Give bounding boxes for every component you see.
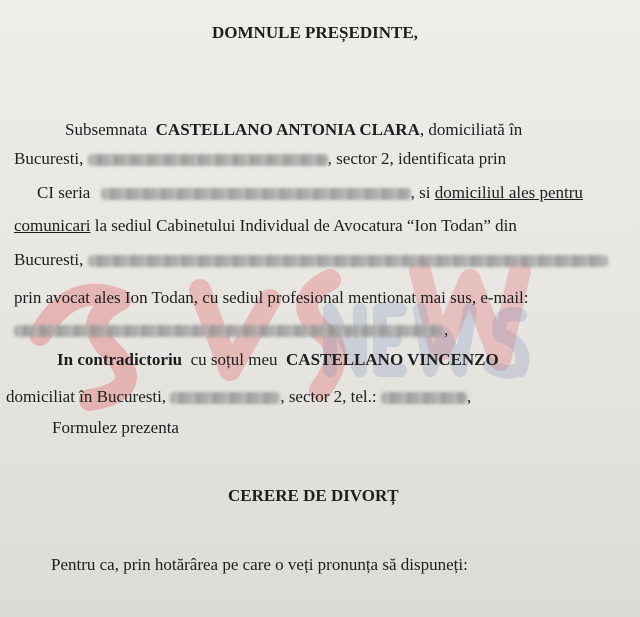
p1-domiciliul-ales: domiciliul ales pentru: [434, 183, 583, 202]
petitioner-name: CASTELLANO ANTONIA CLARA: [155, 120, 420, 139]
p1-city-2: Bucuresti,: [14, 250, 84, 269]
p2-cu-sotul: cu soțul meu: [190, 350, 278, 369]
p1-line-7: [14, 320, 638, 340]
p1-comma: ,: [444, 320, 449, 339]
p1-line-1: [65, 120, 637, 140]
p4-line: Pentru ca, prin hotărârea pe care o veți pronunța să dispuneți:: [51, 555, 468, 574]
formulez-line: Formulez prezenta: [52, 418, 179, 437]
document-title: CERERE DE DIVORȚ: [228, 486, 399, 505]
p1-line-3: [37, 183, 637, 203]
p1-city-1: Bucuresti,: [14, 149, 84, 168]
p1-subsemnata: Subsemnata: [65, 120, 148, 139]
redacted-respondent-address: [170, 392, 280, 404]
p1-avocat: prin avocat ales Ion Todan, cu sediul profesional mentionat mai sus, e-mail:: [14, 288, 529, 307]
salutation-heading: DOMNULE PREȘEDINTE,: [212, 23, 418, 42]
respondent-name: CASTELLANO VINCENZO: [286, 350, 499, 369]
redacted-id: [101, 188, 411, 200]
p1-line-4: [14, 216, 638, 236]
p2-comma: ,: [466, 387, 472, 406]
p2-contradictoriu: In contradictoriu: [57, 350, 183, 369]
p1-comunicari: comunicari: [14, 216, 91, 235]
p1-line-6: [14, 288, 638, 308]
p1-cabinet: la sediul Cabinetului Individual de Avocatura “Ion Todan” din: [94, 216, 517, 235]
redacted-address: [88, 154, 328, 166]
p1-si: , si: [410, 183, 431, 202]
p2-line-2: [6, 387, 636, 407]
redacted-phone: [381, 392, 467, 404]
p1-sector: , sector 2, identificata prin: [327, 149, 507, 168]
p1-line-2: [14, 149, 638, 169]
redacted-office-address: [88, 255, 608, 267]
p2-sector-tel: , sector 2, tel.:: [280, 387, 377, 406]
p2-domiciliat: domiciliat în Bucuresti,: [6, 387, 167, 406]
p1-line-5: [14, 250, 638, 270]
p1-ci-seria: CI seria: [37, 183, 91, 202]
p2-line-1: [57, 350, 639, 370]
p1-domiciliata: , domiciliată în: [419, 120, 523, 139]
redacted-email: [14, 325, 444, 337]
